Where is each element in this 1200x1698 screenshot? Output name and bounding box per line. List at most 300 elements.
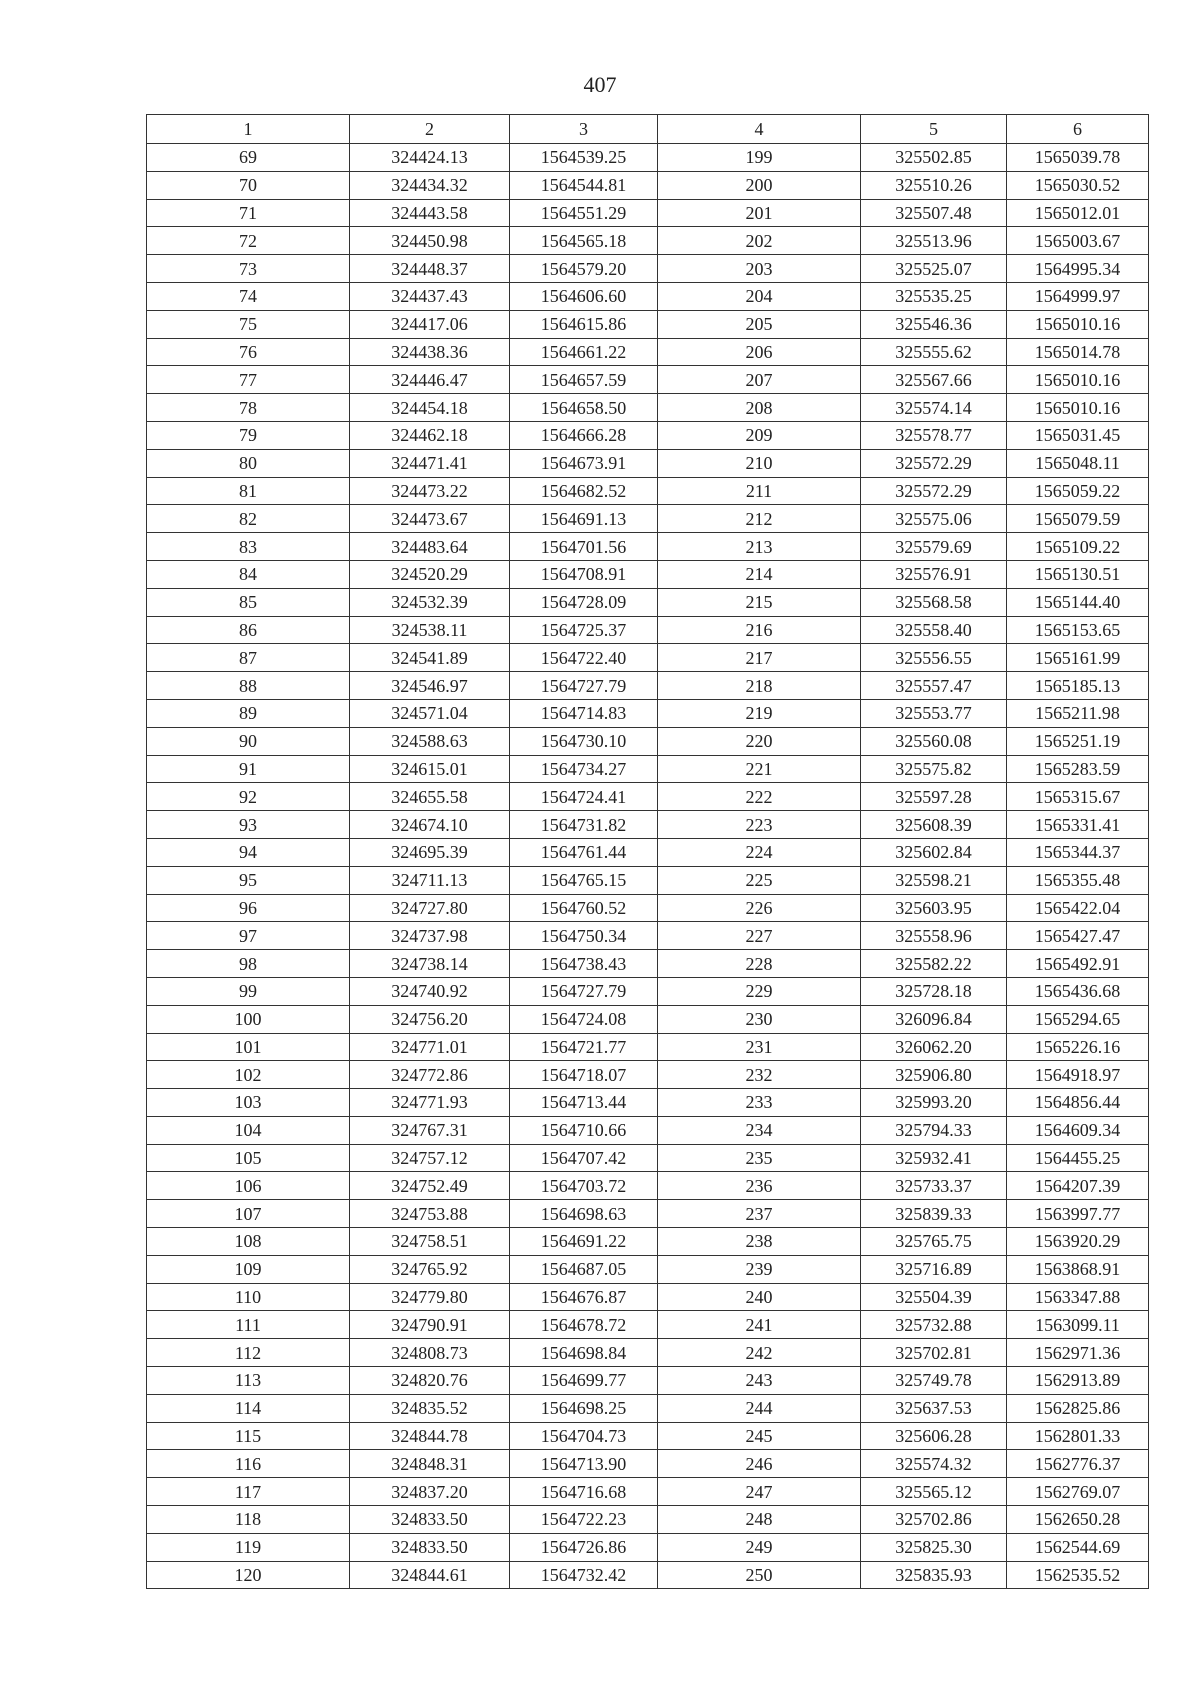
table-cell: 325637.53 — [861, 1394, 1007, 1422]
table-row — [147, 977, 1149, 1005]
table-row — [147, 783, 1149, 811]
table-cell: 115 — [147, 1422, 350, 1450]
table-cell: 324437.43 — [350, 282, 510, 310]
table-cell: 74 — [147, 282, 350, 310]
table-cell: 1565315.67 — [1007, 783, 1149, 811]
table-cell: 325576.91 — [861, 560, 1007, 588]
column-header: 5 — [861, 115, 1007, 144]
table-row — [147, 505, 1149, 533]
table-cell: 114 — [147, 1394, 350, 1422]
table-cell: 324753.88 — [350, 1200, 510, 1228]
table-cell: 324738.14 — [350, 950, 510, 978]
table-cell: 101 — [147, 1033, 350, 1061]
table-cell: 217 — [658, 644, 861, 672]
table-cell: 1565109.22 — [1007, 533, 1149, 561]
table-cell: 325749.78 — [861, 1367, 1007, 1395]
table-cell: 324532.39 — [350, 588, 510, 616]
table-cell: 81 — [147, 477, 350, 505]
table-cell: 1565211.98 — [1007, 699, 1149, 727]
table-cell: 1564995.34 — [1007, 255, 1149, 283]
table-cell: 1564609.34 — [1007, 1116, 1149, 1144]
table-cell: 222 — [658, 783, 861, 811]
table-cell: 116 — [147, 1450, 350, 1478]
table-row — [147, 1061, 1149, 1089]
table-cell: 1564738.43 — [510, 950, 658, 978]
table-cell: 218 — [658, 672, 861, 700]
table-cell: 324711.13 — [350, 866, 510, 894]
table-cell: 1564728.09 — [510, 588, 658, 616]
table-cell: 324450.98 — [350, 227, 510, 255]
table-cell: 1564722.23 — [510, 1506, 658, 1534]
table-cell: 324541.89 — [350, 644, 510, 672]
table-row — [147, 255, 1149, 283]
table-header — [147, 115, 1149, 144]
table-cell: 1564661.22 — [510, 338, 658, 366]
table-cell: 325567.66 — [861, 366, 1007, 394]
table-cell: 70 — [147, 171, 350, 199]
table-row — [147, 199, 1149, 227]
table-row — [147, 1172, 1149, 1200]
table-row — [147, 1561, 1149, 1589]
column-header: 6 — [1007, 115, 1149, 144]
table-cell: 324571.04 — [350, 699, 510, 727]
table-cell: 105 — [147, 1144, 350, 1172]
table-cell: 1562825.86 — [1007, 1394, 1149, 1422]
table-cell: 324833.50 — [350, 1506, 510, 1534]
table-cell: 324808.73 — [350, 1339, 510, 1367]
column-header: 1 — [147, 115, 350, 144]
table-cell: 75 — [147, 310, 350, 338]
table-cell: 113 — [147, 1367, 350, 1395]
table-cell: 1564615.86 — [510, 310, 658, 338]
table-row — [147, 1005, 1149, 1033]
table-cell: 324790.91 — [350, 1311, 510, 1339]
table-row — [147, 1311, 1149, 1339]
table-cell: 1564721.77 — [510, 1033, 658, 1061]
table-cell: 1565130.51 — [1007, 560, 1149, 588]
table-cell: 230 — [658, 1005, 861, 1033]
column-header: 2 — [350, 115, 510, 144]
table-cell: 1565185.13 — [1007, 672, 1149, 700]
table-cell: 243 — [658, 1367, 861, 1395]
table-cell: 324438.36 — [350, 338, 510, 366]
table-cell: 1564725.37 — [510, 616, 658, 644]
table-cell: 232 — [658, 1061, 861, 1089]
table-cell: 325504.39 — [861, 1283, 1007, 1311]
table-cell: 1564856.44 — [1007, 1089, 1149, 1117]
table-cell: 325608.39 — [861, 811, 1007, 839]
table-cell: 324844.78 — [350, 1422, 510, 1450]
table-row — [147, 1089, 1149, 1117]
table-cell: 1564999.97 — [1007, 282, 1149, 310]
table-cell: 78 — [147, 394, 350, 422]
table-cell: 1565422.04 — [1007, 894, 1149, 922]
table-cell: 325906.80 — [861, 1061, 1007, 1089]
table-row — [147, 727, 1149, 755]
table-cell: 325502.85 — [861, 144, 1007, 172]
table-cell: 248 — [658, 1506, 861, 1534]
table-cell: 324740.92 — [350, 977, 510, 1005]
table-cell: 1564691.22 — [510, 1228, 658, 1256]
table-row — [147, 1367, 1149, 1395]
table-cell: 87 — [147, 644, 350, 672]
table-cell: 1564722.40 — [510, 644, 658, 672]
coordinates-table — [146, 114, 1149, 1589]
table-cell: 324520.29 — [350, 560, 510, 588]
table-cell: 241 — [658, 1311, 861, 1339]
table-cell: 235 — [658, 1144, 861, 1172]
table-cell: 216 — [658, 616, 861, 644]
table-cell: 100 — [147, 1005, 350, 1033]
table-cell: 1564657.59 — [510, 366, 658, 394]
table-cell: 1564713.90 — [510, 1450, 658, 1478]
table-cell: 86 — [147, 616, 350, 644]
header-row — [147, 115, 1149, 144]
table-cell: 324772.86 — [350, 1061, 510, 1089]
table-cell: 324446.47 — [350, 366, 510, 394]
table-cell: 324737.98 — [350, 922, 510, 950]
table-cell: 109 — [147, 1255, 350, 1283]
page-number: 407 — [583, 72, 617, 97]
table-cell: 237 — [658, 1200, 861, 1228]
table-cell: 112 — [147, 1339, 350, 1367]
table-cell: 1564760.52 — [510, 894, 658, 922]
table-cell: 1564727.79 — [510, 672, 658, 700]
table-cell: 242 — [658, 1339, 861, 1367]
table-cell: 1565010.16 — [1007, 366, 1149, 394]
table-cell: 324448.37 — [350, 255, 510, 283]
table-cell: 225 — [658, 866, 861, 894]
table-cell: 249 — [658, 1533, 861, 1561]
table-cell: 1564703.72 — [510, 1172, 658, 1200]
table-cell: 325839.33 — [861, 1200, 1007, 1228]
table-cell: 324779.80 — [350, 1283, 510, 1311]
table-row — [147, 838, 1149, 866]
table-cell: 1564565.18 — [510, 227, 658, 255]
table-row — [147, 1228, 1149, 1256]
table-cell: 72 — [147, 227, 350, 255]
table-cell: 1565010.16 — [1007, 394, 1149, 422]
table-cell: 1564682.52 — [510, 477, 658, 505]
table-cell: 91 — [147, 755, 350, 783]
table-row — [147, 866, 1149, 894]
table-cell: 1564727.79 — [510, 977, 658, 1005]
table-cell: 1564666.28 — [510, 421, 658, 449]
table-cell: 212 — [658, 505, 861, 533]
table-row — [147, 1033, 1149, 1061]
table-cell: 325575.82 — [861, 755, 1007, 783]
table-cell: 1565283.59 — [1007, 755, 1149, 783]
table-cell: 325525.07 — [861, 255, 1007, 283]
table-cell: 219 — [658, 699, 861, 727]
table-cell: 247 — [658, 1478, 861, 1506]
table-row — [147, 616, 1149, 644]
table-cell: 325546.36 — [861, 310, 1007, 338]
table-row — [147, 922, 1149, 950]
table-cell: 1564750.34 — [510, 922, 658, 950]
table-cell: 325572.29 — [861, 477, 1007, 505]
table-cell: 1563099.11 — [1007, 1311, 1149, 1339]
table-cell: 325728.18 — [861, 977, 1007, 1005]
table-cell: 209 — [658, 421, 861, 449]
table-cell: 1563920.29 — [1007, 1228, 1149, 1256]
table-cell: 71 — [147, 199, 350, 227]
table-cell: 324695.39 — [350, 838, 510, 866]
table-cell: 223 — [658, 811, 861, 839]
table-cell: 325553.77 — [861, 699, 1007, 727]
table-cell: 1564699.77 — [510, 1367, 658, 1395]
table-cell: 324417.06 — [350, 310, 510, 338]
table-cell: 325557.47 — [861, 672, 1007, 700]
table-cell: 1562769.07 — [1007, 1478, 1149, 1506]
table-cell: 1564710.66 — [510, 1116, 658, 1144]
table-cell: 1564687.05 — [510, 1255, 658, 1283]
table-row — [147, 588, 1149, 616]
table-cell: 94 — [147, 838, 350, 866]
table-cell: 325716.89 — [861, 1255, 1007, 1283]
table-row — [147, 1533, 1149, 1561]
table-cell: 325835.93 — [861, 1561, 1007, 1589]
table-cell: 1564724.41 — [510, 783, 658, 811]
table-cell: 93 — [147, 811, 350, 839]
table-cell: 325555.62 — [861, 338, 1007, 366]
table-cell: 324546.97 — [350, 672, 510, 700]
table-row — [147, 533, 1149, 561]
table-cell: 324727.80 — [350, 894, 510, 922]
table-cell: 97 — [147, 922, 350, 950]
table-cell: 1563868.91 — [1007, 1255, 1149, 1283]
table-cell: 324443.58 — [350, 199, 510, 227]
table-cell: 324454.18 — [350, 394, 510, 422]
table-cell: 84 — [147, 560, 350, 588]
table-cell: 1564579.20 — [510, 255, 658, 283]
table-cell: 85 — [147, 588, 350, 616]
table-cell: 1564714.83 — [510, 699, 658, 727]
table-cell: 324757.12 — [350, 1144, 510, 1172]
table-cell: 108 — [147, 1228, 350, 1256]
table-cell: 1564734.27 — [510, 755, 658, 783]
table-row — [147, 171, 1149, 199]
table-cell: 1562913.89 — [1007, 1367, 1149, 1395]
table-cell: 324771.01 — [350, 1033, 510, 1061]
column-header: 4 — [658, 115, 861, 144]
table-cell: 324756.20 — [350, 1005, 510, 1033]
table-cell: 325535.25 — [861, 282, 1007, 310]
table-cell: 325733.37 — [861, 1172, 1007, 1200]
table-cell: 324758.51 — [350, 1228, 510, 1256]
table-cell: 324588.63 — [350, 727, 510, 755]
table-cell: 102 — [147, 1061, 350, 1089]
table-cell: 1565436.68 — [1007, 977, 1149, 1005]
table-cell: 117 — [147, 1478, 350, 1506]
table-row — [147, 1255, 1149, 1283]
table-cell: 1564698.25 — [510, 1394, 658, 1422]
table-cell: 77 — [147, 366, 350, 394]
table-cell: 1565251.19 — [1007, 727, 1149, 755]
table-cell: 1562544.69 — [1007, 1533, 1149, 1561]
table-cell: 325507.48 — [861, 199, 1007, 227]
table-row — [147, 1144, 1149, 1172]
table-cell: 1564716.68 — [510, 1478, 658, 1506]
table-cell: 1565031.45 — [1007, 421, 1149, 449]
table-cell: 244 — [658, 1394, 861, 1422]
table-cell: 1565039.78 — [1007, 144, 1149, 172]
table-cell: 1562776.37 — [1007, 1450, 1149, 1478]
table-cell: 325513.96 — [861, 227, 1007, 255]
table-cell: 1565059.22 — [1007, 477, 1149, 505]
table-cell: 80 — [147, 449, 350, 477]
table-cell: 1565144.40 — [1007, 588, 1149, 616]
table-cell: 211 — [658, 477, 861, 505]
table-cell: 325606.28 — [861, 1422, 1007, 1450]
table-cell: 233 — [658, 1089, 861, 1117]
table-cell: 325568.58 — [861, 588, 1007, 616]
table-cell: 1564707.42 — [510, 1144, 658, 1172]
table-cell: 206 — [658, 338, 861, 366]
table-cell: 1564698.84 — [510, 1339, 658, 1367]
table-cell: 88 — [147, 672, 350, 700]
table-cell: 110 — [147, 1283, 350, 1311]
table-row — [147, 1422, 1149, 1450]
table-cell: 325603.95 — [861, 894, 1007, 922]
table-cell: 325560.08 — [861, 727, 1007, 755]
table-cell: 324844.61 — [350, 1561, 510, 1589]
table-cell: 326096.84 — [861, 1005, 1007, 1033]
table-cell: 213 — [658, 533, 861, 561]
table-cell: 324848.31 — [350, 1450, 510, 1478]
table-cell: 76 — [147, 338, 350, 366]
table-row — [147, 1506, 1149, 1534]
table-cell: 325932.41 — [861, 1144, 1007, 1172]
table-cell: 1565226.16 — [1007, 1033, 1149, 1061]
table-cell: 324471.41 — [350, 449, 510, 477]
table-cell: 99 — [147, 977, 350, 1005]
table-cell: 325825.30 — [861, 1533, 1007, 1561]
table-cell: 1564701.56 — [510, 533, 658, 561]
table-cell: 1563347.88 — [1007, 1283, 1149, 1311]
table-cell: 107 — [147, 1200, 350, 1228]
table-cell: 82 — [147, 505, 350, 533]
table-cell: 1565355.48 — [1007, 866, 1149, 894]
table-row — [147, 560, 1149, 588]
table-cell: 246 — [658, 1450, 861, 1478]
table-cell: 1565014.78 — [1007, 338, 1149, 366]
table-cell: 325510.26 — [861, 171, 1007, 199]
table-row — [147, 950, 1149, 978]
column-header: 3 — [510, 115, 658, 144]
table-cell: 1564658.50 — [510, 394, 658, 422]
table-cell: 1565161.99 — [1007, 644, 1149, 672]
table-cell: 1565331.41 — [1007, 811, 1149, 839]
table-cell: 324752.49 — [350, 1172, 510, 1200]
table-cell: 1564761.44 — [510, 838, 658, 866]
table-cell: 1565012.01 — [1007, 199, 1149, 227]
table-cell: 1564726.86 — [510, 1533, 658, 1561]
table-cell: 89 — [147, 699, 350, 727]
table-cell: 210 — [658, 449, 861, 477]
table-cell: 1565010.16 — [1007, 310, 1149, 338]
table-cell: 240 — [658, 1283, 861, 1311]
table-cell: 215 — [658, 588, 861, 616]
table-cell: 1564676.87 — [510, 1283, 658, 1311]
table-cell: 325574.32 — [861, 1450, 1007, 1478]
table-cell: 1564606.60 — [510, 282, 658, 310]
table-cell: 118 — [147, 1506, 350, 1534]
table-cell: 69 — [147, 144, 350, 172]
table-cell: 1564765.15 — [510, 866, 658, 894]
table-cell: 324473.67 — [350, 505, 510, 533]
table-row — [147, 338, 1149, 366]
table-row — [147, 672, 1149, 700]
table-row — [147, 1116, 1149, 1144]
table-cell: 325602.84 — [861, 838, 1007, 866]
table-row — [147, 449, 1149, 477]
table-cell: 1562650.28 — [1007, 1506, 1149, 1534]
table-cell: 324771.93 — [350, 1089, 510, 1117]
table-cell: 1564708.91 — [510, 560, 658, 588]
table-cell: 324820.76 — [350, 1367, 510, 1395]
table-row — [147, 421, 1149, 449]
table-cell: 325702.81 — [861, 1339, 1007, 1367]
table-cell: 83 — [147, 533, 350, 561]
table-cell: 1564551.29 — [510, 199, 658, 227]
table-cell: 250 — [658, 1561, 861, 1589]
table-cell: 201 — [658, 199, 861, 227]
table-row — [147, 1394, 1149, 1422]
table-row — [147, 894, 1149, 922]
table-cell: 200 — [658, 171, 861, 199]
table-cell: 1564698.63 — [510, 1200, 658, 1228]
table-cell: 98 — [147, 950, 350, 978]
table-cell: 73 — [147, 255, 350, 283]
table-row — [147, 144, 1149, 172]
table-cell: 1565294.65 — [1007, 1005, 1149, 1033]
table-body — [147, 144, 1149, 1589]
table-row — [147, 699, 1149, 727]
table-cell: 325572.29 — [861, 449, 1007, 477]
table-cell: 325702.86 — [861, 1506, 1007, 1534]
table-cell: 325558.40 — [861, 616, 1007, 644]
table-row — [147, 394, 1149, 422]
table-cell: 325579.69 — [861, 533, 1007, 561]
table-cell: 207 — [658, 366, 861, 394]
table-cell: 239 — [658, 1255, 861, 1283]
table-cell: 325993.20 — [861, 1089, 1007, 1117]
table-cell: 1564918.97 — [1007, 1061, 1149, 1089]
table-cell: 325556.55 — [861, 644, 1007, 672]
table-cell: 231 — [658, 1033, 861, 1061]
table-cell: 220 — [658, 727, 861, 755]
table-cell: 325794.33 — [861, 1116, 1007, 1144]
table-cell: 324655.58 — [350, 783, 510, 811]
table-cell: 224 — [658, 838, 861, 866]
table-cell: 238 — [658, 1228, 861, 1256]
table-row — [147, 227, 1149, 255]
table-cell: 202 — [658, 227, 861, 255]
table-cell: 221 — [658, 755, 861, 783]
table-cell: 1564539.25 — [510, 144, 658, 172]
table-row — [147, 1450, 1149, 1478]
table-cell: 1562971.36 — [1007, 1339, 1149, 1367]
table-cell: 324424.13 — [350, 144, 510, 172]
table-cell: 325565.12 — [861, 1478, 1007, 1506]
table-cell: 1564544.81 — [510, 171, 658, 199]
table-cell: 214 — [658, 560, 861, 588]
table-cell: 1565048.11 — [1007, 449, 1149, 477]
table-cell: 1565003.67 — [1007, 227, 1149, 255]
table-row — [147, 811, 1149, 839]
table-cell: 226 — [658, 894, 861, 922]
